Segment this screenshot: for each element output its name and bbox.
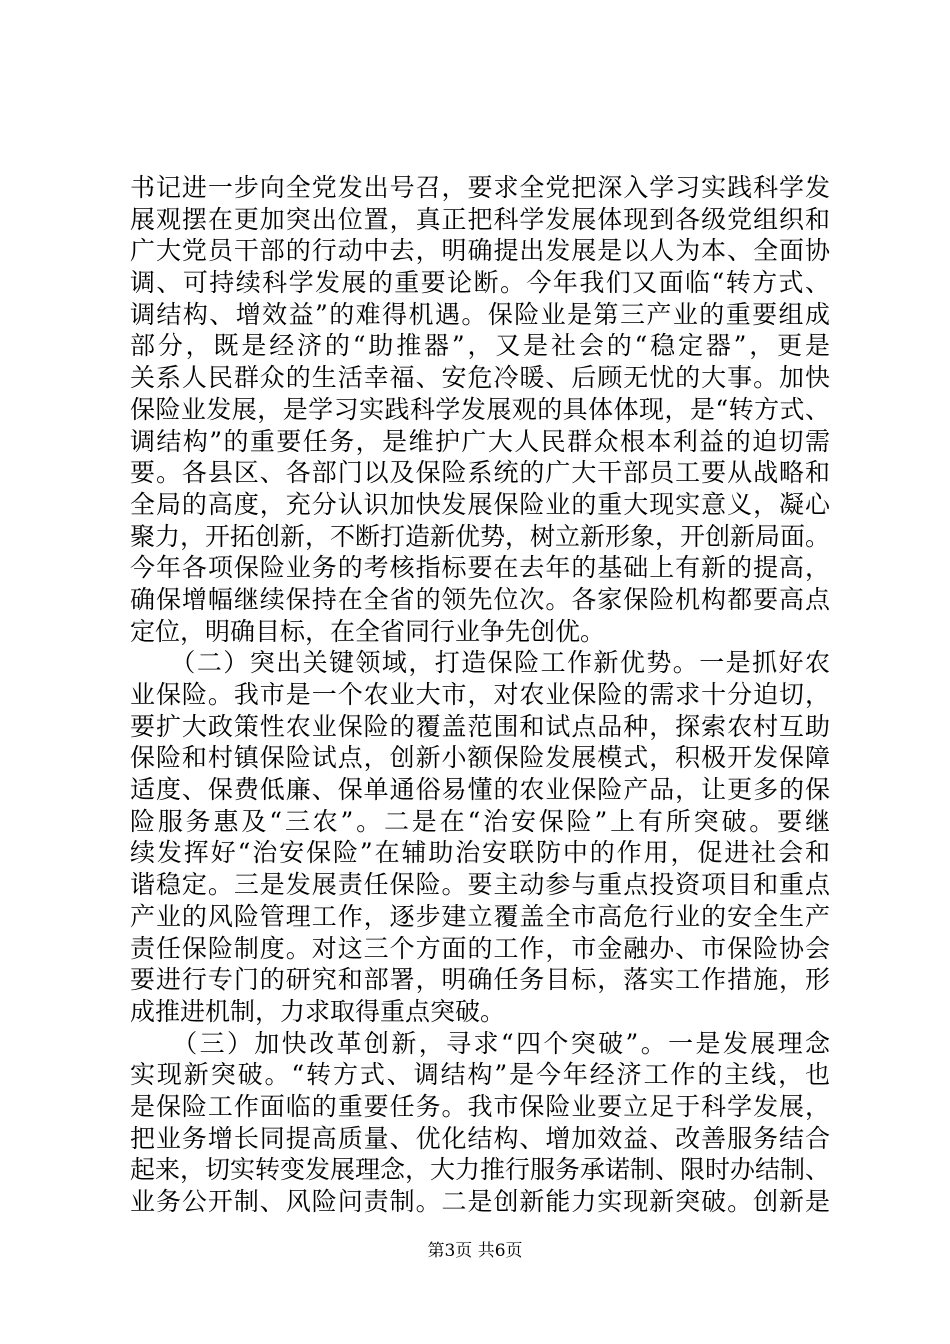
text-line: 要。各县区、各部门以及保险系统的广大干部员工要从战略和	[130, 458, 830, 488]
text-line: 部分，既是经济的“助推器”，又是社会的“稳定器”，更是	[130, 331, 830, 361]
text-line: 确保增幅继续保持在全省的领先位次。各家保险机构都要高点	[130, 584, 830, 614]
text-line: 定位，明确目标，在全省同行业争先创优。	[130, 616, 606, 646]
body-text	[130, 172, 830, 1218]
text-line: 起来，切实转变发展理念，大力推行服务承诺制、限时办结制、	[130, 1155, 831, 1185]
text-line: 调结构”的重要任务，是维护广大人民群众根本利益的迫切需	[130, 426, 830, 456]
text-line: 险服务惠及“三农”。二是在“治安保险”上有所突破。要继	[130, 806, 830, 836]
text-line: 展观摆在更加突出位置，真正把科学发展体现到各级党组织和	[130, 204, 830, 234]
text-line: 要扩大政策性农业保险的覆盖范围和试点品种，探索农村互助	[130, 711, 830, 741]
text-line: 责任保险制度。对这三个方面的工作，市金融办、市保险协会	[130, 933, 830, 963]
text-line: 业务公开制、风险问责制。二是创新能力实现新突破。创新是	[130, 1187, 830, 1216]
text-line: 实现新突破。“转方式、调结构”是今年经济工作的主线，也	[130, 1060, 830, 1090]
text-line: 广大党员干部的行动中去，明确提出发展是以人为本、全面协	[130, 236, 830, 266]
text-line: 全局的高度，充分认识加快发展保险业的重大现实意义，凝心	[130, 489, 830, 519]
text-line: 聚力，开拓创新，不断打造新优势，树立新形象，开创新局面。	[130, 521, 831, 551]
text-line: 今年各项保险业务的考核指标要在去年的基础上有新的提高，	[130, 553, 830, 583]
text-line: 要进行专门的研究和部署，明确任务目标，落实工作措施，形	[130, 965, 830, 995]
text-line: （三）加快改革创新，寻求“四个突破”。一是发展理念	[130, 1028, 830, 1058]
text-line: 成推进机制，力求取得重点突破。	[130, 996, 506, 1026]
text-line: 保险业发展，是学习实践科学发展观的具体体现，是“转方式、	[130, 394, 830, 424]
page-footer: 第3页 共6页	[427, 1241, 523, 1261]
text-line: 业保险。我市是一个农业大市，对农业保险的需求十分迫切，	[130, 680, 830, 709]
text-line: 续发挥好“治安保险”在辅助治安联防中的作用，促进社会和	[130, 838, 830, 868]
text-line: （二）突出关键领域，打造保险工作新优势。一是抓好农	[130, 648, 830, 678]
text-line: 适度、保费低廉、保单通俗易懂的农业保险产品，让更多的保	[130, 775, 830, 805]
text-line: 产业的风险管理工作，逐步建立覆盖全市高危行业的安全生产	[130, 901, 830, 931]
text-line: 关系人民群众的生活幸福、安危冷暖、后顾无忧的大事。加快	[130, 363, 830, 393]
text-line: 谐稳定。三是发展责任保险。要主动参与重点投资项目和重点	[130, 870, 830, 900]
text-line: 书记进一步向全党发出号召，要求全党把深入学习实践科学发	[130, 173, 830, 202]
text-line: 是保险工作面临的重要任务。我市保险业要立足于科学发展，	[130, 1091, 830, 1121]
text-line: 保险和村镇保险试点，创新小额保险发展模式，积极开发保障	[130, 743, 830, 773]
text-line: 调、可持续科学发展的重要论断。今年我们又面临“转方式、	[130, 268, 830, 298]
text-line: 把业务增长同提高质量、优化结构、增加效益、改善服务结合	[130, 1123, 830, 1153]
text-line: 调结构、增效益”的难得机遇。保险业是第三产业的重要组成	[130, 299, 830, 329]
